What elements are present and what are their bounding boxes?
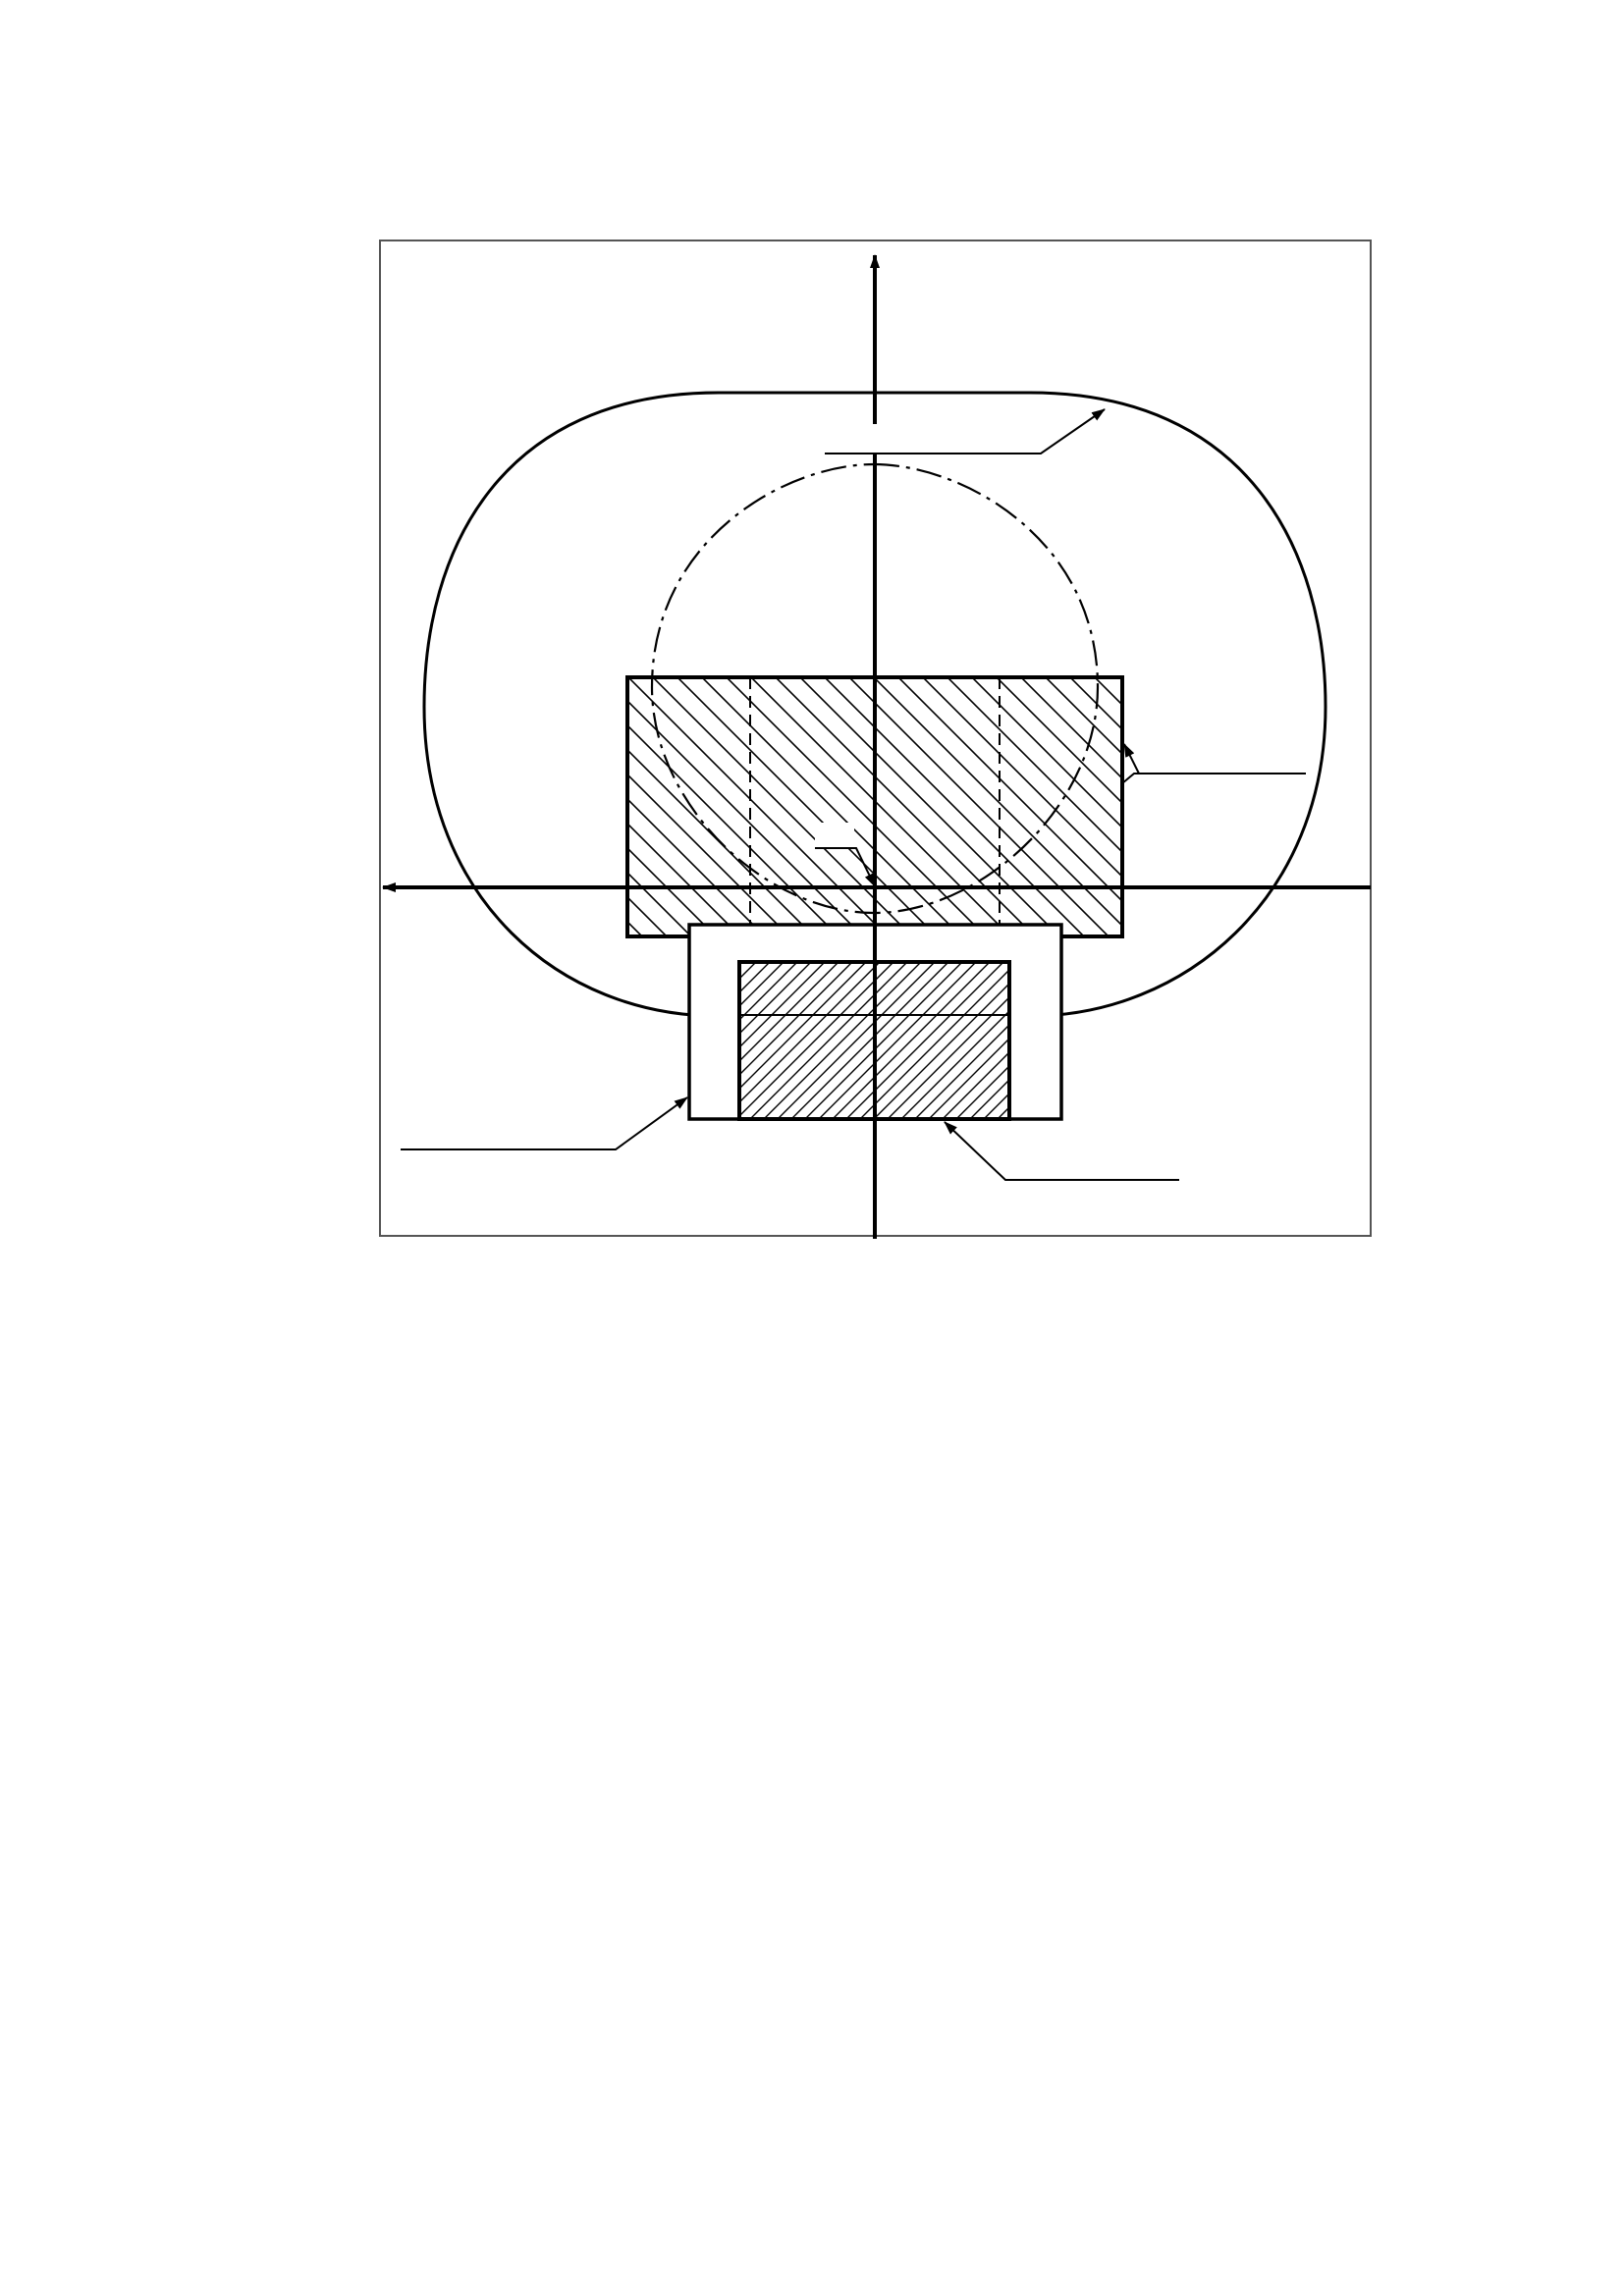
foot-controls-label-bg	[1063, 1043, 1291, 1127]
comfort-lower-label-bg	[1005, 1150, 1180, 1180]
reach-lower-label-bg	[401, 1120, 621, 1149]
sip-label-bg	[815, 823, 854, 848]
reach-upper-label-bg	[825, 424, 1043, 454]
hand-controls-label-bg	[1033, 297, 1261, 381]
comfort-upper-leader	[1122, 774, 1306, 783]
comfort-upper-label-bg	[1134, 744, 1307, 774]
